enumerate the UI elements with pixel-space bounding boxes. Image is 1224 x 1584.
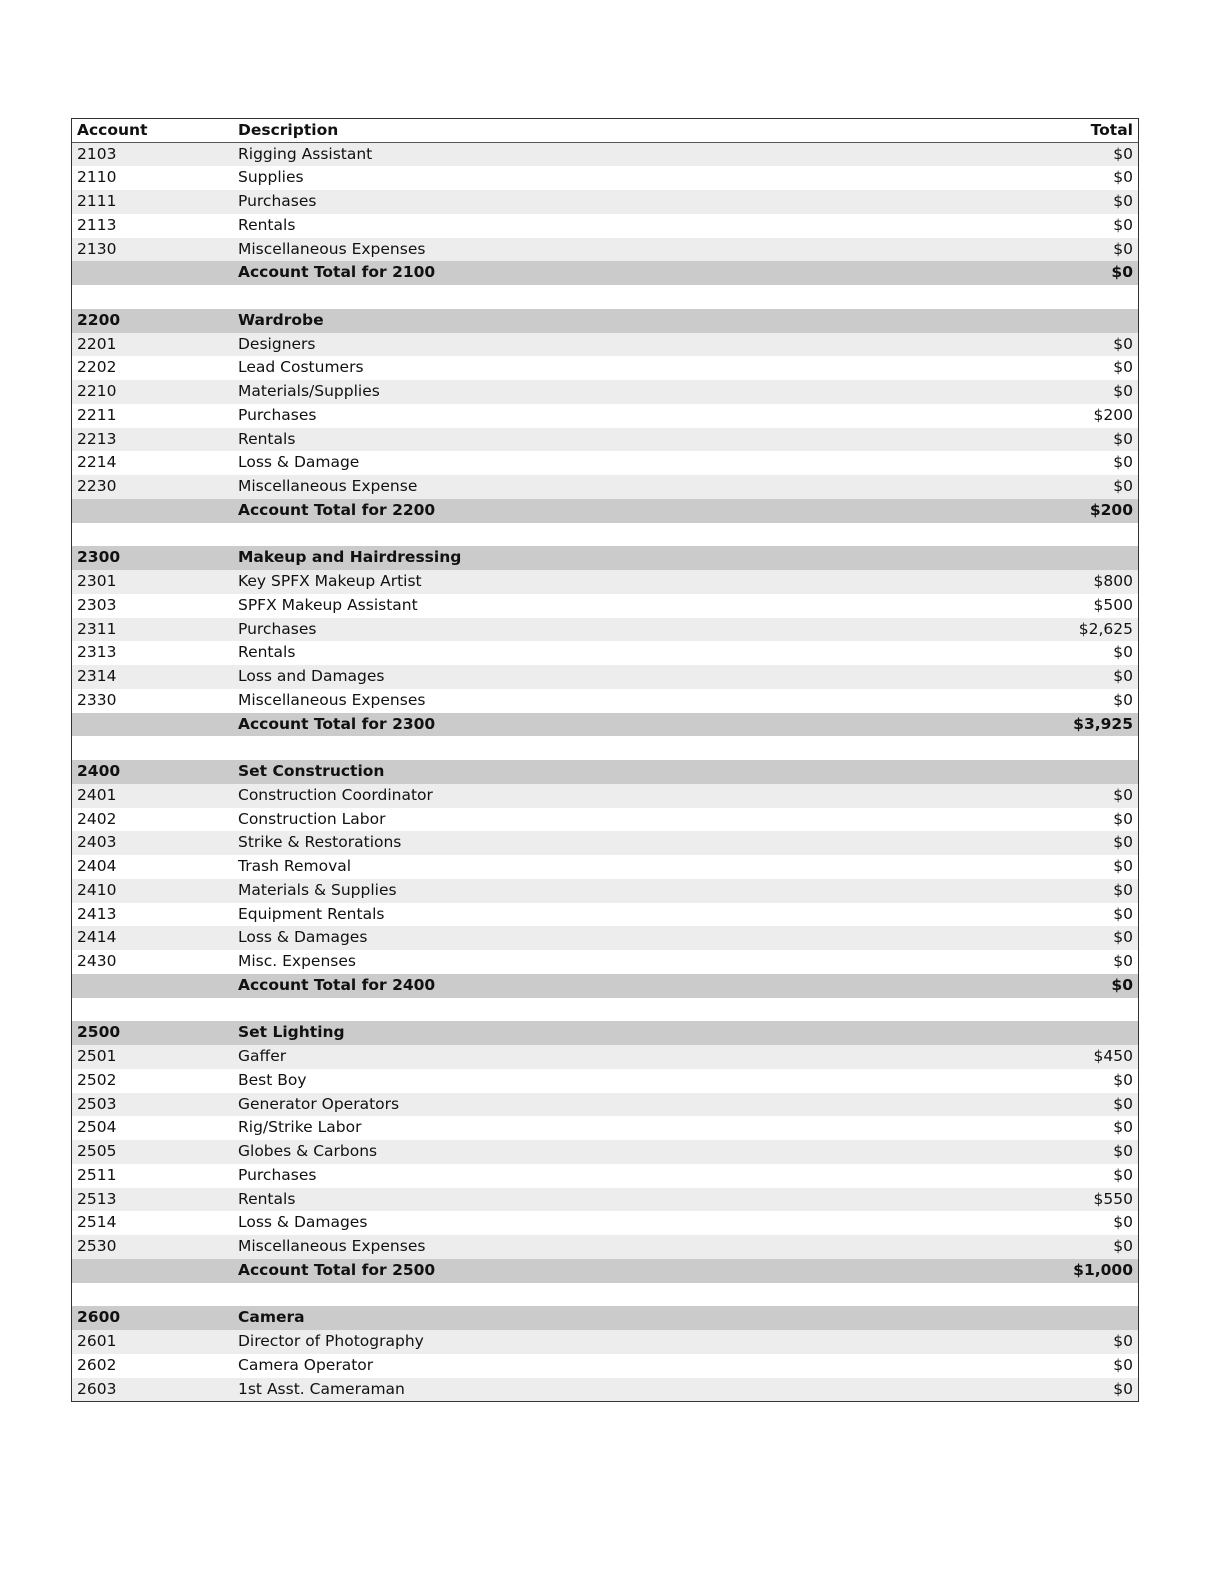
table-row (72, 808, 1138, 832)
description-cell: Miscellaneous Expense (238, 477, 418, 495)
header-total: Total (1090, 121, 1133, 139)
description-cell: Trash Removal (238, 857, 352, 875)
total-cell: $0 (1113, 809, 1133, 828)
account-cell: 2502 (77, 1070, 117, 1089)
description-cell: Construction Coordinator (238, 785, 433, 804)
account-cell: 2130 (77, 239, 117, 258)
account-cell: 2313 (77, 643, 117, 662)
total-cell: $0 (1113, 477, 1133, 495)
account-cell: 2401 (77, 785, 117, 804)
account-total-row (72, 1259, 1138, 1283)
table-row (72, 926, 1138, 950)
table-row (72, 1140, 1138, 1164)
description-cell: Miscellaneous Expenses (238, 1237, 426, 1255)
table-row (72, 950, 1138, 974)
spacer-row (72, 1283, 1138, 1307)
spacer-row (72, 736, 1138, 760)
header-account: Account (77, 121, 148, 139)
description-cell: 1st Asst. Cameraman (238, 1379, 405, 1398)
table-row (72, 879, 1138, 903)
description-cell: Construction Labor (238, 809, 386, 828)
table-row (72, 1188, 1138, 1212)
account-cell: 2414 (77, 928, 117, 947)
account-cell: 2403 (77, 833, 117, 852)
description-cell: Purchases (238, 405, 317, 424)
section-row (72, 546, 1138, 570)
total-cell: $0 (1113, 215, 1133, 234)
description-cell: Makeup and Hairdressing (238, 548, 462, 567)
total-cell: $0 (1113, 429, 1133, 448)
description-cell: Account Total for 2300 (238, 714, 436, 733)
total-cell: $0 (1113, 1142, 1133, 1160)
header-description: Description (238, 121, 339, 139)
account-cell: 2300 (77, 548, 121, 567)
account-cell: 2230 (77, 477, 117, 495)
account-cell: 2301 (77, 572, 117, 590)
spacer-row (72, 523, 1138, 547)
description-cell: Loss & Damages (238, 1213, 368, 1232)
table-row (72, 404, 1138, 428)
account-cell: 2201 (77, 334, 117, 353)
table-row (72, 1354, 1138, 1378)
description-cell: Purchases (238, 1165, 317, 1184)
table-row (72, 1045, 1138, 1069)
table-row (72, 475, 1138, 499)
table-row (72, 143, 1138, 167)
table-row (72, 1093, 1138, 1117)
table-row (72, 1235, 1138, 1259)
total-cell: $0 (1113, 952, 1133, 970)
account-cell: 2514 (77, 1213, 117, 1232)
description-cell: Equipment Rentals (238, 904, 385, 923)
account-cell: 2530 (77, 1237, 117, 1255)
table-row (72, 333, 1138, 357)
table-row (72, 380, 1138, 404)
description-cell: Account Total for 2500 (238, 1260, 436, 1279)
table-row (72, 1211, 1138, 1235)
total-cell: $3,925 (1073, 714, 1133, 733)
total-cell: $550 (1093, 1189, 1133, 1208)
account-cell: 2314 (77, 667, 117, 685)
total-cell: $0 (1113, 1118, 1133, 1137)
description-cell: Rentals (238, 1189, 296, 1208)
account-cell: 2602 (77, 1355, 117, 1374)
description-cell: Designers (238, 334, 316, 353)
description-cell: Set Construction (238, 762, 385, 780)
total-cell: $0 (1111, 975, 1133, 994)
description-cell: Camera Operator (238, 1355, 374, 1374)
total-cell: $2,625 (1078, 619, 1133, 638)
table-row (72, 641, 1138, 665)
total-cell: $0 (1113, 358, 1133, 377)
account-cell: 2111 (77, 192, 117, 210)
description-cell: Purchases (238, 192, 317, 210)
account-total-row (72, 713, 1138, 737)
total-cell: $450 (1093, 1047, 1133, 1065)
table-row (72, 665, 1138, 689)
total-cell: $0 (1111, 263, 1133, 282)
table-row (72, 618, 1138, 642)
account-total-row (72, 974, 1138, 998)
description-cell: Lead Costumers (238, 358, 364, 377)
total-cell: $1,000 (1073, 1260, 1133, 1279)
section-row (72, 1021, 1138, 1045)
description-cell: Loss & Damage (238, 453, 360, 472)
description-cell: Materials/Supplies (238, 382, 380, 400)
table-row (72, 238, 1138, 262)
total-cell: $0 (1113, 690, 1133, 709)
description-cell: Miscellaneous Expenses (238, 690, 426, 709)
total-cell: $0 (1113, 880, 1133, 899)
table-row (72, 1378, 1138, 1402)
total-cell: $0 (1113, 334, 1133, 353)
spacer-row (72, 285, 1138, 309)
table-row (72, 1069, 1138, 1093)
account-total-row (72, 499, 1138, 523)
total-cell: $0 (1113, 382, 1133, 400)
table-row (72, 1164, 1138, 1188)
description-cell: Rentals (238, 643, 296, 662)
description-cell: Rig/Strike Labor (238, 1118, 362, 1137)
description-cell: Miscellaneous Expenses (238, 239, 426, 258)
description-cell: Account Total for 2100 (238, 263, 436, 282)
table-row (72, 1330, 1138, 1354)
total-cell: $0 (1113, 453, 1133, 472)
description-cell: Supplies (238, 168, 304, 187)
total-cell: $500 (1093, 595, 1133, 614)
total-cell: $0 (1113, 904, 1133, 923)
account-cell: 2600 (77, 1308, 121, 1327)
description-cell: Gaffer (238, 1047, 287, 1065)
description-cell: Account Total for 2400 (238, 975, 436, 994)
table-row (72, 855, 1138, 879)
description-cell: Purchases (238, 619, 317, 638)
account-cell: 2505 (77, 1142, 117, 1160)
table-row (72, 1116, 1138, 1140)
description-cell: Strike & Restorations (238, 833, 402, 852)
description-cell: Set Lighting (238, 1023, 345, 1042)
account-cell: 2303 (77, 595, 117, 614)
account-total-row (72, 261, 1138, 285)
total-cell: $0 (1113, 239, 1133, 258)
account-cell: 2404 (77, 857, 117, 875)
description-cell: Loss and Damages (238, 667, 385, 685)
description-cell: SPFX Makeup Assistant (238, 595, 418, 614)
total-cell: $0 (1113, 1332, 1133, 1350)
total-cell: $0 (1113, 857, 1133, 875)
total-cell: $0 (1113, 1237, 1133, 1255)
account-cell: 2511 (77, 1165, 117, 1184)
total-cell: $0 (1113, 1355, 1133, 1374)
account-cell: 2103 (77, 144, 117, 163)
account-cell: 2311 (77, 619, 117, 638)
table-row (72, 903, 1138, 927)
total-cell: $0 (1113, 192, 1133, 210)
account-cell: 2503 (77, 1094, 117, 1113)
account-cell: 2413 (77, 904, 117, 923)
account-cell: 2500 (77, 1023, 121, 1042)
table-header (72, 119, 1138, 143)
total-cell: $0 (1113, 833, 1133, 852)
total-cell: $0 (1113, 785, 1133, 804)
description-cell: Best Boy (238, 1070, 307, 1089)
description-cell: Materials & Supplies (238, 880, 397, 899)
total-cell: $0 (1113, 144, 1133, 163)
description-cell: Rentals (238, 429, 296, 448)
description-cell: Director of Photography (238, 1332, 424, 1350)
account-cell: 2410 (77, 880, 117, 899)
total-cell: $0 (1113, 1165, 1133, 1184)
account-cell: 2210 (77, 382, 117, 400)
table-row (72, 428, 1138, 452)
description-cell: Camera (238, 1308, 305, 1327)
budget-table (71, 118, 1139, 1402)
description-cell: Account Total for 2200 (238, 500, 436, 519)
account-cell: 2513 (77, 1189, 117, 1208)
account-cell: 2202 (77, 358, 117, 377)
account-cell: 2430 (77, 952, 117, 970)
description-cell: Rentals (238, 215, 296, 234)
description-cell: Key SPFX Makeup Artist (238, 572, 422, 590)
spacer-row (72, 998, 1138, 1022)
total-cell: $0 (1113, 1094, 1133, 1113)
total-cell: $200 (1089, 500, 1133, 519)
total-cell: $0 (1113, 1213, 1133, 1232)
total-cell: $800 (1093, 572, 1133, 590)
table-row (72, 831, 1138, 855)
description-cell: Misc. Expenses (238, 952, 356, 970)
account-cell: 2601 (77, 1332, 117, 1350)
account-cell: 2501 (77, 1047, 117, 1065)
table-row (72, 689, 1138, 713)
account-cell: 2200 (77, 310, 121, 329)
total-cell: $0 (1113, 1070, 1133, 1089)
table-row (72, 570, 1138, 594)
total-cell: $0 (1113, 928, 1133, 947)
account-cell: 2213 (77, 429, 117, 448)
account-cell: 2211 (77, 405, 117, 424)
description-cell: Rigging Assistant (238, 144, 373, 163)
account-cell: 2214 (77, 453, 117, 472)
account-cell: 2402 (77, 809, 117, 828)
total-cell: $0 (1113, 667, 1133, 685)
table-body (72, 143, 1138, 1402)
description-cell: Generator Operators (238, 1094, 400, 1113)
account-cell: 2330 (77, 690, 117, 709)
description-cell: Loss & Damages (238, 928, 368, 947)
total-cell: $0 (1113, 1379, 1133, 1398)
table-row (72, 166, 1138, 190)
account-cell: 2113 (77, 215, 117, 234)
account-cell: 2603 (77, 1379, 117, 1398)
table-row (72, 356, 1138, 380)
description-cell: Wardrobe (238, 310, 324, 329)
section-row (72, 760, 1138, 784)
account-cell: 2400 (77, 762, 121, 780)
table-row (72, 190, 1138, 214)
table-row (72, 214, 1138, 238)
account-cell: 2504 (77, 1118, 117, 1137)
description-cell: Globes & Carbons (238, 1142, 378, 1160)
section-row (72, 309, 1138, 333)
table-row (72, 594, 1138, 618)
table-row (72, 784, 1138, 808)
total-cell: $0 (1113, 643, 1133, 662)
total-cell: $200 (1093, 405, 1133, 424)
table-row (72, 451, 1138, 475)
total-cell: $0 (1113, 168, 1133, 187)
section-row (72, 1306, 1138, 1330)
account-cell: 2110 (77, 168, 117, 187)
